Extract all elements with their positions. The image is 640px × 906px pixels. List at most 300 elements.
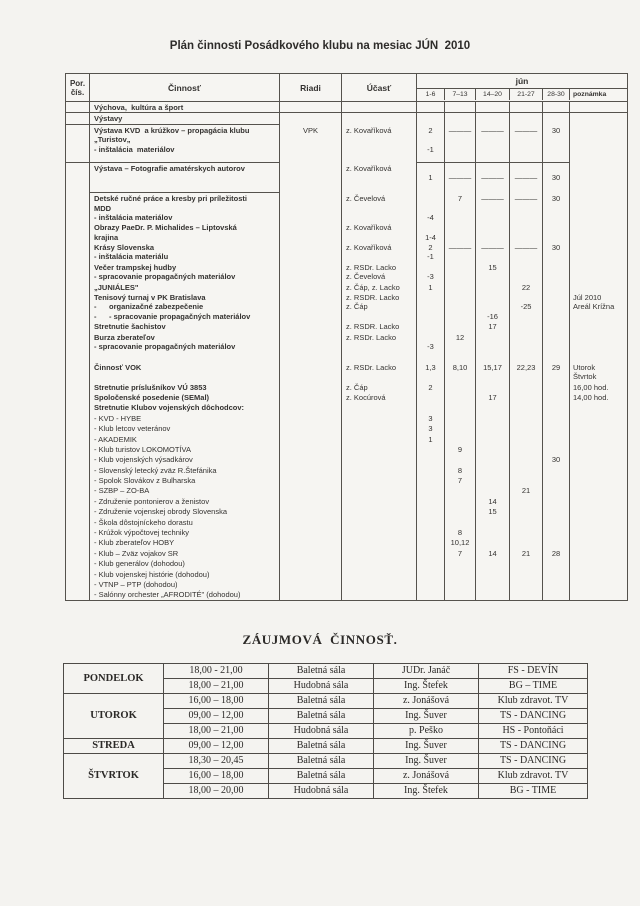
table-cell (66, 465, 90, 475)
cell-line (476, 135, 509, 144)
table-cell (510, 558, 543, 568)
cell-line (342, 486, 416, 495)
cell-line (543, 570, 569, 579)
table-cell (417, 113, 445, 124)
cell-line (66, 445, 89, 454)
cell-line (543, 342, 569, 351)
cell-line (417, 403, 444, 412)
table-cell (476, 392, 510, 402)
table-cell (543, 351, 570, 361)
table-cell (476, 558, 510, 568)
cell-line (570, 183, 627, 192)
table-cell (510, 465, 543, 475)
cell-line (66, 293, 89, 302)
cell-line: Krásy Slovenska (94, 243, 155, 253)
cell-line (476, 114, 509, 123)
cell-line: - inštalácia materiálov (94, 212, 173, 222)
cell-line (280, 135, 341, 144)
cell-line (417, 183, 444, 192)
table-cell (543, 282, 570, 292)
cell-line (342, 424, 416, 433)
cell-line (445, 293, 475, 302)
table-cell (280, 527, 342, 537)
cell-line (66, 302, 89, 311)
table-cell (417, 321, 445, 331)
cell-line (66, 590, 89, 599)
cell-line (570, 590, 627, 599)
cell-line: Spoločenské posedenie (SEMal) (94, 392, 210, 402)
cell-line (476, 333, 509, 342)
table-row (66, 262, 627, 282)
time-cell: 16,00 – 18,00 (164, 693, 269, 708)
cell-line (342, 213, 416, 222)
cell-line: - spracovanie propagačných materiálov (94, 272, 236, 282)
cell-line: z. RSDr. Lacko (346, 262, 397, 272)
table-row (66, 527, 627, 537)
table-cell (570, 125, 627, 163)
cell-line (445, 103, 475, 112)
cell-line (543, 435, 569, 444)
table-cell (445, 434, 476, 444)
header-month-block (417, 74, 627, 101)
cell-line (342, 173, 416, 182)
table-cell (476, 382, 510, 392)
cell-line (570, 322, 627, 331)
table-cell (90, 321, 280, 331)
cell-line (543, 135, 569, 144)
table-cell (66, 579, 90, 589)
table-cell (543, 193, 570, 222)
room-cell: Baletná sála (269, 693, 374, 708)
table-cell (342, 454, 417, 464)
cell-line: Júl 2010 (573, 293, 602, 303)
table-cell (570, 465, 627, 475)
cell-line (510, 518, 542, 527)
cell-line (445, 145, 475, 154)
time-cell: 16,00 – 18,00 (164, 768, 269, 783)
person-cell: Ing. Šuver (374, 708, 479, 723)
cell-line (280, 403, 341, 412)
table-cell (280, 496, 342, 506)
cell-line (510, 213, 542, 222)
cell-line (280, 194, 341, 203)
table-cell (417, 454, 445, 464)
table-cell (417, 465, 445, 475)
table-cell (570, 362, 627, 382)
cell-line (280, 497, 341, 506)
cell-line: Výchova, kultúra a šport (94, 103, 184, 112)
table-cell (417, 362, 445, 382)
cell-line: 2 (428, 382, 433, 392)
cell-line: 9 (457, 444, 463, 454)
cell-line (543, 252, 569, 261)
cell-line (543, 302, 569, 311)
cell-line (543, 445, 569, 454)
group-cell: HS - Pontoňáci (479, 723, 588, 738)
table-cell (445, 548, 476, 558)
table-row (66, 589, 627, 599)
cell-line: 28 (551, 548, 561, 558)
cell-line (280, 204, 341, 213)
table-cell (90, 537, 280, 547)
table-cell (445, 454, 476, 464)
table-cell (476, 163, 510, 193)
cell-line (445, 559, 475, 568)
table-cell (445, 262, 476, 282)
cell-line (280, 538, 341, 547)
cell-line: - spracovanie propagačných materiálov (94, 341, 236, 351)
cell-line (445, 322, 475, 331)
cell-line (342, 233, 416, 242)
cell-line (510, 466, 542, 475)
group-cell: BG - TIME (479, 783, 588, 798)
cell-line (570, 204, 627, 213)
cell-line: „JUNIÁLES" (94, 282, 139, 292)
table-cell (445, 382, 476, 392)
cell-line (510, 445, 542, 454)
cell-line (476, 466, 509, 475)
cell-line (66, 518, 89, 527)
cell-line: 2 (428, 125, 433, 135)
table-cell (570, 444, 627, 454)
table-cell (510, 392, 543, 402)
cell-line (570, 424, 627, 433)
cell-line (570, 486, 627, 495)
table-row (66, 193, 627, 222)
table-cell (66, 589, 90, 599)
table-cell (543, 125, 570, 163)
table-cell (280, 413, 342, 423)
table-cell (570, 423, 627, 433)
cell-line (66, 252, 89, 261)
cell-line (417, 580, 444, 589)
table-cell (445, 465, 476, 475)
table-cell (476, 454, 510, 464)
cell-line (280, 283, 341, 292)
cell-line: 15 (488, 262, 497, 272)
table-row (66, 506, 627, 516)
table-cell (543, 292, 570, 321)
table-cell (510, 506, 543, 516)
cell-line (543, 466, 569, 475)
table-cell (510, 548, 543, 558)
cell-line (476, 293, 509, 302)
cell-line: z. RSDR. Lacko (346, 322, 400, 332)
table-cell (510, 569, 543, 579)
cell-line (543, 559, 569, 568)
cell-line (570, 223, 627, 232)
cell-line (476, 145, 509, 154)
cell-line (66, 507, 89, 516)
cell-line (66, 559, 89, 568)
cell-line: - Spolok Slovákov z Bulharska (94, 476, 196, 486)
header-month-jun: jún (417, 74, 627, 89)
cell-line (476, 435, 509, 444)
cell-line (445, 223, 475, 232)
cell-line (342, 497, 416, 506)
cell-line (570, 538, 627, 547)
cell-line (342, 538, 416, 547)
cell-line (476, 486, 509, 495)
table-cell (90, 362, 280, 382)
room-cell: Baletná sála (269, 708, 374, 723)
cell-line (280, 570, 341, 579)
table-cell (543, 454, 570, 464)
cell-line: - Klub letcov veteránov (94, 424, 171, 434)
person-cell: Ing. Šuver (374, 753, 479, 768)
table-cell (476, 579, 510, 589)
cell-line (543, 322, 569, 331)
cell-line (342, 145, 416, 154)
cell-line (445, 283, 475, 292)
table-cell (280, 292, 342, 321)
table-cell (543, 113, 570, 124)
cell-line (342, 570, 416, 579)
table-cell (445, 163, 476, 193)
cell-line: z. RSDR. Lacko (346, 293, 400, 303)
table-cell (280, 222, 342, 242)
table-row (66, 222, 627, 242)
table-cell (445, 193, 476, 222)
cell-line (66, 538, 89, 547)
table-cell (280, 589, 342, 599)
cell-line (66, 164, 89, 173)
table-cell (90, 282, 280, 292)
cell-line (445, 590, 475, 599)
cell-line: z. Čáp (346, 382, 368, 392)
cell-line: 30 (551, 455, 561, 465)
table-row (66, 332, 627, 352)
table-cell (66, 454, 90, 464)
table-cell (476, 332, 510, 352)
cell-line (90, 372, 279, 381)
cell-line: ——— (514, 243, 538, 253)
cell-line (445, 352, 475, 361)
table-cell (66, 506, 90, 516)
cell-line (510, 507, 542, 516)
cell-line: z. Kovaříková (346, 243, 392, 253)
table-cell (570, 392, 627, 402)
table-cell (445, 579, 476, 589)
table-cell (543, 332, 570, 352)
table-cell (90, 102, 280, 113)
table-cell (543, 506, 570, 516)
table-cell (445, 475, 476, 485)
cell-line (510, 476, 542, 485)
cell-line: - Škola dôstojníckeho dorastu (94, 517, 193, 527)
room-cell: Baletná sála (269, 768, 374, 783)
table-cell (280, 444, 342, 454)
table-cell (510, 193, 543, 222)
table-cell (90, 392, 280, 402)
cell-line (543, 518, 569, 527)
cell-line (510, 223, 542, 232)
cell-line: 30 (551, 194, 561, 204)
cell-line (342, 183, 416, 192)
table-cell (417, 402, 445, 412)
table-cell (445, 413, 476, 423)
person-cell: Ing. Štefek (374, 678, 479, 693)
cell-line (445, 252, 475, 261)
table-cell (280, 537, 342, 547)
cell-line (510, 183, 542, 192)
table-cell (280, 475, 342, 485)
room-cell: Hudobná sála (269, 678, 374, 693)
cell-line: -1 (427, 144, 434, 154)
cell-line (570, 272, 627, 281)
cell-line (510, 559, 542, 568)
cell-line (476, 252, 509, 261)
table-cell (510, 444, 543, 454)
cell-line (543, 272, 569, 281)
table-cell (543, 413, 570, 423)
day-cell: PONDELOK (64, 663, 164, 693)
cell-line (543, 497, 569, 506)
table-cell (417, 434, 445, 444)
table-row (66, 444, 627, 454)
table-cell (445, 527, 476, 537)
cell-line (280, 455, 341, 464)
table-cell (90, 589, 280, 599)
cell-line (476, 590, 509, 599)
cell-line (342, 352, 416, 361)
cell-line (66, 528, 89, 537)
cell-line: 14,00 hod. (573, 392, 609, 402)
cell-line (570, 528, 627, 537)
table-cell (417, 163, 445, 193)
cell-line: -4 (427, 212, 434, 222)
table-cell (476, 125, 510, 163)
table-cell (510, 362, 543, 382)
table-cell (570, 413, 627, 423)
table-cell (66, 382, 90, 392)
table-row (66, 282, 627, 292)
table-cell (90, 242, 280, 262)
table-cell (280, 242, 342, 262)
cell-line (417, 538, 444, 547)
time-cell: 18,00 – 20,00 (164, 783, 269, 798)
cell-line (417, 393, 444, 402)
cell-line (417, 103, 444, 112)
cell-line: 14 (488, 548, 497, 558)
cell-line (342, 445, 416, 454)
person-cell: p. Peško (374, 723, 479, 738)
cell-line: 30 (551, 173, 561, 183)
cell-line: Činnosť VOK (94, 362, 142, 372)
cell-line (417, 528, 444, 537)
table-cell (570, 485, 627, 495)
schedule-row (64, 753, 588, 768)
cell-line (342, 466, 416, 475)
table-cell (570, 242, 627, 262)
table-row (66, 413, 627, 423)
cell-line: ——— (481, 173, 504, 183)
table-row (66, 321, 627, 331)
cell-line (280, 243, 341, 252)
cell-line (570, 243, 627, 252)
cell-line (476, 223, 509, 232)
table-cell (66, 282, 90, 292)
cell-line (570, 126, 627, 135)
table-cell (417, 485, 445, 495)
time-cell: 18,00 - 21,00 (164, 663, 269, 678)
cell-line (543, 507, 569, 516)
cell-line (417, 293, 444, 302)
table-row (66, 402, 627, 412)
cell-line: 8,10 (452, 362, 468, 372)
header-por-cis (66, 74, 90, 101)
table-cell (445, 332, 476, 352)
cell-line (280, 213, 341, 222)
cell-line (280, 383, 341, 392)
group-cell: FS - DEVÍN (479, 663, 588, 678)
day-cell: UTOROK (64, 693, 164, 738)
table-cell (476, 485, 510, 495)
table-cell (342, 517, 417, 527)
table-cell (342, 589, 417, 599)
table-cell (543, 548, 570, 558)
cell-line (445, 435, 475, 444)
cell-line (510, 164, 542, 173)
cell-line: - Klub turistov LOKOMOTÍVA (94, 444, 191, 454)
table-cell (417, 496, 445, 506)
table-cell (570, 527, 627, 537)
table-cell (570, 517, 627, 527)
cell-line (476, 213, 509, 222)
table-cell (445, 321, 476, 331)
table-row (66, 465, 627, 475)
table-row (66, 423, 627, 433)
cell-line: Stretnutie príslušníkov VÚ 3853 (94, 382, 207, 392)
cell-line: Výstava KVD a krúžkov – propagácia klubu (94, 125, 250, 135)
cell-line (510, 263, 542, 272)
cell-line (417, 204, 444, 213)
header-ucast: Účasť (342, 74, 417, 101)
cell-line (417, 518, 444, 527)
cell-line: - Klub zberateľov HOBY (94, 538, 175, 548)
day-cell: STREDA (64, 738, 164, 753)
cell-line (476, 204, 509, 213)
cell-line: 8 (457, 465, 463, 475)
table-cell (445, 589, 476, 599)
schedule-row (64, 663, 588, 678)
table-cell (510, 125, 543, 163)
table-row (66, 382, 627, 392)
table-cell (510, 475, 543, 485)
table-row (66, 517, 627, 527)
cell-line: 1 (428, 173, 433, 183)
table-cell (342, 222, 417, 242)
cell-line (280, 114, 341, 123)
cell-line (66, 455, 89, 464)
table-cell (66, 392, 90, 402)
cell-line (570, 145, 627, 154)
cell-line (510, 383, 542, 392)
table-cell (342, 527, 417, 537)
table-cell (90, 454, 280, 464)
cell-line: z. Kovaříková (346, 223, 392, 233)
cell-line: ——— (514, 125, 538, 135)
cell-line (510, 293, 542, 302)
cell-line (417, 497, 444, 506)
cell-line (280, 302, 341, 311)
table-cell (570, 113, 627, 124)
table-cell (510, 113, 543, 124)
table-cell (66, 262, 90, 282)
zaujmova-title: ZÁUJMOVÁ ČINNOSŤ. (242, 631, 398, 647)
cell-line (476, 455, 509, 464)
table-cell (510, 527, 543, 537)
